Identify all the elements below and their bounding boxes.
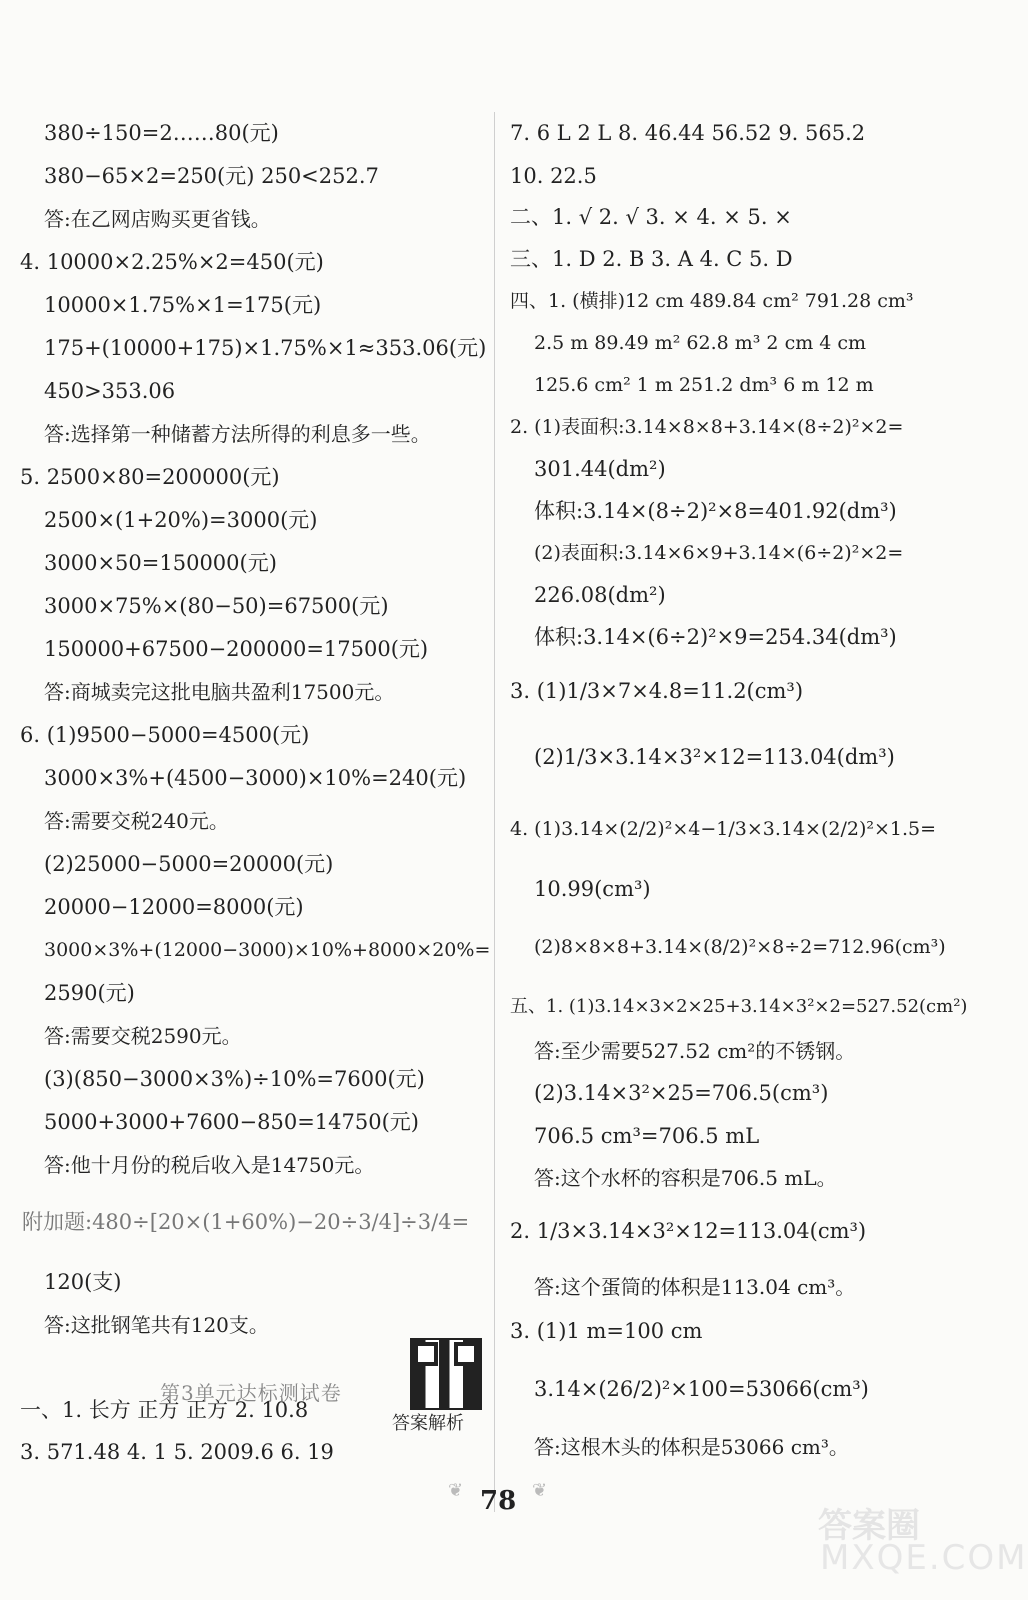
- answer-line: 四、1. (横排)12 cm 489.84 cm² 791.28 cm³: [510, 290, 914, 312]
- answer-line: 3. (1)1/3×7×4.8=11.2(cm³): [510, 679, 804, 703]
- answer-line: 二、1. √ 2. √ 3. × 4. × 5. ×: [510, 205, 792, 229]
- answer-line: 三、1. D 2. B 3. A 4. C 5. D: [510, 247, 793, 271]
- section-title: 第3单元达标测试卷: [160, 1381, 342, 1405]
- answer-line: 10. 22.5: [510, 164, 597, 188]
- left-ornament-icon: ❦: [448, 1480, 464, 1501]
- answer-line: 2500×(1+20%)=3000(元): [44, 508, 318, 532]
- answer-line: 答:选择第一种储蓄方法所得的利息多一些。: [44, 422, 431, 446]
- answer-line: 3000×3%+(12000−3000)×10%+8000×20%=: [44, 939, 491, 961]
- answer-line: 答:这根木头的体积是53066 cm³。: [534, 1435, 849, 1459]
- answer-line: 一、1. 长方 正方 正方 2. 10.8: [20, 1398, 309, 1422]
- answer-line: 答:在乙网店购买更省钱。: [44, 207, 271, 231]
- watermark-url: MXQE.COM: [820, 1538, 1028, 1578]
- answer-line: 706.5 cm³=706.5 mL: [534, 1124, 760, 1148]
- answer-line: 答:需要交税2590元。: [44, 1024, 242, 1048]
- answer-line: 120(支): [44, 1270, 122, 1294]
- column-divider: [494, 112, 495, 1512]
- answer-line: 3.14×(26/2)²×100=53066(cm³): [534, 1377, 869, 1401]
- answer-line: 20000−12000=8000(元): [44, 895, 304, 919]
- answer-line: 3. (1)1 m=100 cm: [510, 1319, 703, 1343]
- qr-code-icon[interactable]: [410, 1338, 482, 1410]
- answer-line: 3000×50=150000(元): [44, 551, 277, 575]
- watermark-logo: 答案圈: [818, 1506, 920, 1546]
- answer-line: (2)8×8×8+3.14×(8/2)²×8÷2=712.96(cm³): [534, 936, 946, 958]
- answer-line: 2.5 m 89.49 m² 62.8 m³ 2 cm 4 cm: [534, 332, 867, 354]
- answer-line: 226.08(dm²): [534, 583, 666, 607]
- answer-line: 答:他十月份的税后收入是14750元。: [44, 1153, 375, 1177]
- answer-line: 450>353.06: [44, 379, 176, 403]
- answer-line: 答:这个蛋筒的体积是113.04 cm³。: [534, 1275, 856, 1299]
- bonus-question-line: 附加题:480÷[20×(1+60%)−20÷3/4]÷3/4=: [22, 1210, 470, 1234]
- answer-line: 301.44(dm²): [534, 457, 666, 481]
- answer-line: 10.99(cm³): [534, 877, 651, 901]
- answer-line: 380÷150=2……80(元): [44, 121, 279, 145]
- answer-line: 2. (1)表面积:3.14×8×8+3.14×(8÷2)²×2=: [510, 416, 904, 438]
- answer-line: (2)25000−5000=20000(元): [44, 852, 334, 876]
- answer-line: 380−65×2=250(元) 250<252.7: [44, 164, 379, 188]
- answer-line: 答:这个水杯的容积是706.5 mL。: [534, 1166, 837, 1190]
- answer-line: 7. 6 L 2 L 8. 46.44 56.52 9. 565.2: [510, 121, 866, 145]
- answer-line: 3000×3%+(4500−3000)×10%=240(元): [44, 766, 467, 790]
- answer-line: 3. 571.48 4. 1 5. 2009.6 6. 19: [20, 1440, 334, 1464]
- answer-line: 2. 1/3×3.14×3²×12=113.04(cm³): [510, 1219, 867, 1243]
- answer-line: 答:至少需要527.52 cm²的不锈钢。: [534, 1039, 856, 1063]
- page-number: 78: [480, 1486, 517, 1516]
- answer-line: 5. 2500×80=200000(元): [20, 465, 280, 489]
- answer-line: (3)(850−3000×3%)÷10%=7600(元): [44, 1067, 425, 1091]
- answer-line: 体积:3.14×(6÷2)²×9=254.34(dm³): [534, 625, 897, 649]
- answer-line: 五、1. (1)3.14×3×2×25+3.14×3²×2=527.52(cm²): [510, 996, 968, 1017]
- answer-line: 2590(元): [44, 981, 135, 1005]
- answer-line: 答:需要交税240元。: [44, 809, 229, 833]
- answer-line: 10000×1.75%×1=175(元): [44, 293, 322, 317]
- answer-line: 答:商城卖完这批电脑共盈利17500元。: [44, 680, 395, 704]
- answer-line: (2)3.14×3²×25=706.5(cm³): [534, 1081, 829, 1105]
- answer-line: 6. (1)9500−5000=4500(元): [20, 723, 310, 747]
- answer-line: 4. (1)3.14×(2/2)²×4−1/3×3.14×(2/2)²×1.5=: [510, 818, 937, 840]
- answer-line: 答:这批钢笔共有120支。: [44, 1313, 269, 1337]
- answer-line: (2)表面积:3.14×6×9+3.14×(6÷2)²×2=: [534, 542, 904, 564]
- answer-line: (2)1/3×3.14×3²×12=113.04(dm³): [534, 745, 895, 769]
- qr-label: 答案解析: [392, 1413, 464, 1434]
- answer-line: 3000×75%×(80−50)=67500(元): [44, 594, 389, 618]
- answer-line: 150000+67500−200000=17500(元): [44, 637, 429, 661]
- answer-line: 4. 10000×2.25%×2=450(元): [20, 250, 324, 274]
- answer-line: 5000+3000+7600−850=14750(元): [44, 1110, 419, 1134]
- answer-line: 125.6 cm² 1 m 251.2 dm³ 6 m 12 m: [534, 374, 874, 396]
- answer-line: 体积:3.14×(8÷2)²×8=401.92(dm³): [534, 499, 897, 523]
- right-ornament-icon: ❦: [532, 1480, 548, 1501]
- answer-line: 175+(10000+175)×1.75%×1≈353.06(元): [44, 336, 487, 360]
